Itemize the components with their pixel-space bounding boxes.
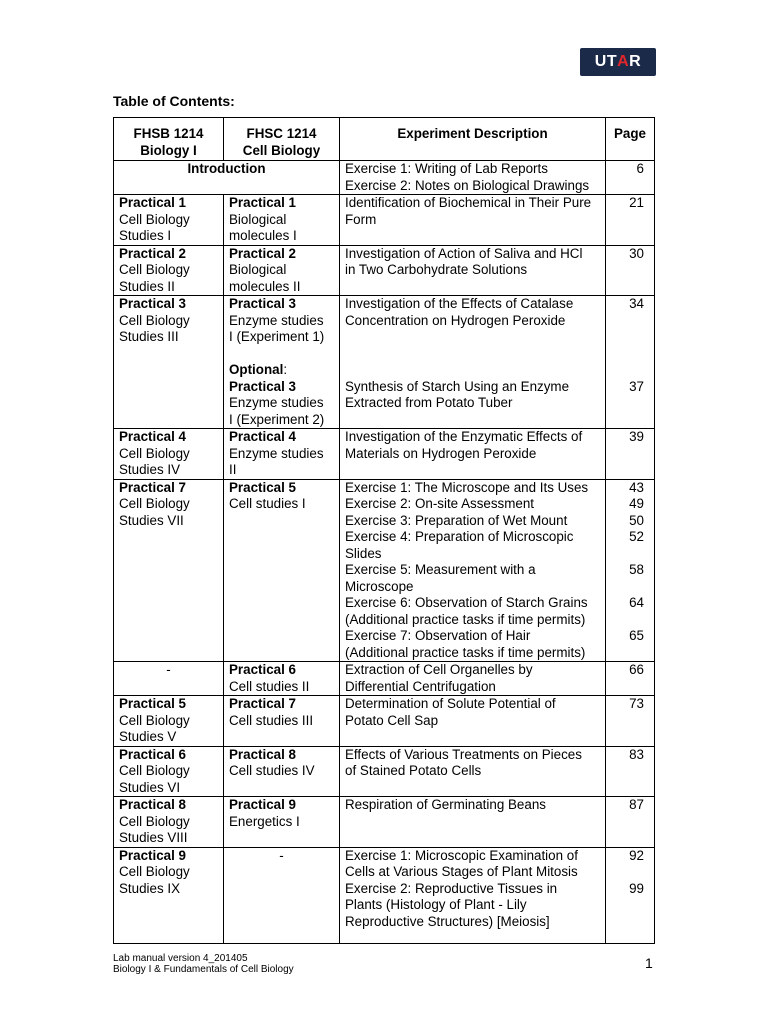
row-cell-biology: Practical 3 Enzyme studies I (Experiment 1) Optional: Practical 3 Enzyme studies I (Experiment 2) [224,296,340,429]
page-title: Table of Contents: [113,93,235,109]
table-row [114,296,655,429]
row-cell-biology: Practical 5 Cell studies I [224,479,340,662]
row-biology: Practical 3 Cell Biology Studies III [114,296,224,429]
row-cell-biology: Practical 8 Cell studies IV [224,746,340,797]
row-description: Investigation of Action of Saliva and HCl in Two Carbohydrate Solutions [340,245,606,296]
row-biology: Practical 7 Cell Biology Studies VII [114,479,224,662]
row-biology: Practical 1 Cell Biology Studies I [114,195,224,246]
row-cell-biology: Practical 9 Energetics I [224,797,340,848]
row-description: Identification of Biochemical in Their Pure Form [340,195,606,246]
intro-label: Introduction [114,161,340,195]
row-biology: Practical 4 Cell Biology Studies IV [114,429,224,480]
utar-logo [580,48,656,76]
table-row [114,797,655,848]
table-row [114,195,655,246]
table-row [114,847,655,943]
table-row [114,245,655,296]
page-number: 1 [645,955,653,971]
row-biology: Practical 6 Cell Biology Studies VI [114,746,224,797]
row-cell-biology: - [224,847,340,943]
row-page: 73 [606,696,655,747]
row-description: Determination of Solute Potential of Potato Cell Sap [340,696,606,747]
table-row [114,662,655,696]
row-biology: Practical 8 Cell Biology Studies VIII [114,797,224,848]
row-page: 87 [606,797,655,848]
row-page: 21 [606,195,655,246]
logo-text-accent: A [617,53,630,70]
contents-table [113,117,655,944]
row-page: 6 [606,161,655,195]
row-page: 83 [606,746,655,797]
row-description: Investigation of the Enzymatic Effects of Materials on Hydrogen Peroxide [340,429,606,480]
row-description: Extraction of Cell Organelles by Differential Centrifugation [340,662,606,696]
table-row [114,479,655,662]
row-description: Investigation of the Effects of Catalase Concentration on Hydrogen Peroxide Synthesis of Starch Using an Enzyme Extracted from Potato Tuber [340,296,606,429]
row-cell-biology: Practical 1 Biological molecules I [224,195,340,246]
header-fhsc: FHSC 1214 Cell Biology [224,118,340,161]
table-header-row [114,118,655,161]
row-cell-biology: Practical 2 Biological molecules II [224,245,340,296]
header-fhsb: FHSB 1214 Biology I [114,118,224,161]
footer [113,953,294,975]
table-row [114,696,655,747]
header-page: Page [606,118,655,161]
table-row [114,746,655,797]
row-biology: Practical 5 Cell Biology Studies V [114,696,224,747]
row-cell-biology: Practical 7 Cell studies III [224,696,340,747]
row-page: 34 37 [606,296,655,429]
row-page: 66 [606,662,655,696]
logo-text: R [629,53,642,70]
row-description: Exercise 1: Writing of Lab Reports Exercise 2: Notes on Biological Drawings [340,161,606,195]
row-page: 92 99 [606,847,655,943]
row-description: Exercise 1: Microscopic Examination of Cells at Various Stages of Plant Mitosis Exercise 2: Reproductive Tissues in Plants (Histology of Plant - Lily Reproductive Structures) [Meiosis] [340,847,606,943]
row-biology: - [114,662,224,696]
row-cell-biology: Practical 6 Cell studies II [224,662,340,696]
row-biology: Practical 9 Cell Biology Studies IX [114,847,224,943]
row-biology: Practical 2 Cell Biology Studies II [114,245,224,296]
logo-text: UT [594,53,618,70]
footer-version: Lab manual version 4_201405 [113,953,248,964]
row-page: 43 49 50 52 58 64 65 [606,479,655,662]
table-row [114,161,655,195]
row-page: 30 [606,245,655,296]
row-page: 39 [606,429,655,480]
footer-course: Biology I & Fundamentals of Cell Biology [113,964,294,975]
row-description: Exercise 1: The Microscope and Its Uses Exercise 2: On-site Assessment Exercise 3: Preparation of Wet Mount Exercise 4: Preparation of Microscopic Slides Exercise 5: Measurement with a Microscope Exercise 6: Observation of Starch Grains (Additional practice tasks if time permits) Exercise 7: Observation of Hair (Additional practice tasks if time permits) [340,479,606,662]
row-cell-biology: Practical 4 Enzyme studies II [224,429,340,480]
table-row [114,429,655,480]
row-description: Effects of Various Treatments on Pieces of Stained Potato Cells [340,746,606,797]
row-description: Respiration of Germinating Beans [340,797,606,848]
header-description: Experiment Description [340,118,606,161]
